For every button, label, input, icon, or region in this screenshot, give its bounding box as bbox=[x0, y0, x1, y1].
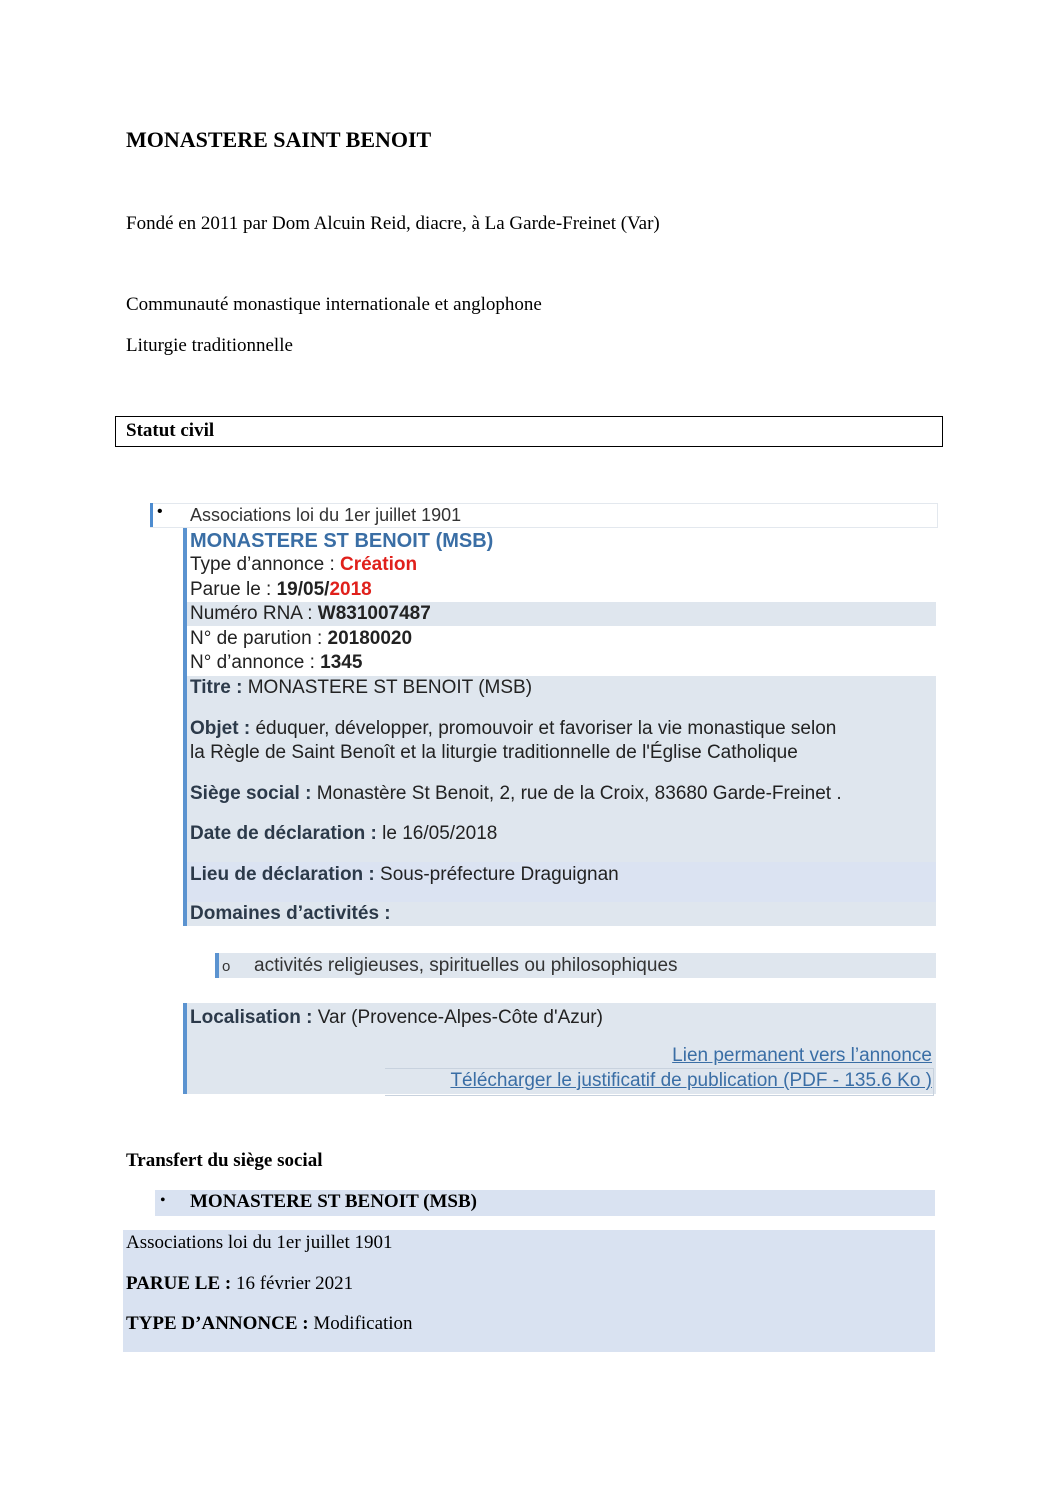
bullet-icon: • bbox=[157, 503, 163, 520]
circle-bullet-icon: o bbox=[222, 958, 231, 975]
transfert-parue-label: PARUE LE : bbox=[126, 1273, 236, 1294]
transfert-parue-row bbox=[126, 1273, 353, 1295]
titre-label: Titre : bbox=[190, 677, 248, 698]
association-name: MONASTERE ST BENOIT (MSB) bbox=[190, 530, 494, 552]
rna-row bbox=[190, 603, 431, 625]
localisation-label: Localisation : bbox=[190, 1007, 318, 1028]
transfert-type-row bbox=[126, 1313, 413, 1335]
titre-value: MONASTERE ST BENOIT (MSB) bbox=[247, 677, 533, 698]
transfert-association-name: MONASTERE ST BENOIT (MSB) bbox=[190, 1191, 478, 1212]
community-text: Communauté monastique internationale et anglophone bbox=[126, 294, 542, 315]
parue-date: 19/05/ bbox=[276, 579, 330, 600]
permalink-link[interactable]: Lien permanent vers l’annonce bbox=[672, 1045, 932, 1066]
siege-label: Siège social : bbox=[190, 783, 317, 804]
titre-row bbox=[190, 677, 532, 699]
siege-row bbox=[190, 783, 842, 805]
lieu-declaration-label: Lieu de déclaration : bbox=[190, 864, 381, 885]
document-title: MONASTERE SAINT BENOIT bbox=[126, 127, 432, 152]
objet-line2: la Règle de Saint Benoît et la liturgie traditionnelle de l'Église Catholique bbox=[190, 742, 798, 763]
transfert-type-label: TYPE D’ANNONCE : bbox=[126, 1313, 314, 1334]
transfert-title: Transfert du siège social bbox=[126, 1150, 323, 1171]
localisation-value: Var (Provence-Alpes-Côte d'Azur) bbox=[317, 1007, 603, 1028]
category-label: Associations loi du 1er juillet 1901 bbox=[190, 505, 462, 525]
domaine-item: activités religieuses, spirituelles ou philosophiques bbox=[254, 955, 678, 976]
bullet-icon: • bbox=[160, 1192, 166, 1209]
liturgy-text: Liturgie traditionnelle bbox=[126, 335, 293, 356]
parution-value: 20180020 bbox=[327, 628, 413, 649]
parue-year: 2018 bbox=[329, 579, 372, 600]
localisation-row bbox=[190, 1007, 603, 1029]
annonce-number-row bbox=[190, 652, 362, 674]
category-accent bbox=[150, 503, 153, 527]
date-declaration-row bbox=[190, 823, 497, 845]
parution-label: N° de parution : bbox=[190, 628, 328, 649]
domaines-row bbox=[190, 903, 391, 925]
lieu-declaration-row bbox=[190, 864, 619, 886]
parution-row bbox=[190, 628, 412, 650]
domaines-label: Domaines d’activités : bbox=[190, 903, 391, 924]
type-annonce-row bbox=[190, 554, 417, 576]
annonce-number-label: N° d’annonce : bbox=[190, 652, 321, 673]
parue-label: Parue le : bbox=[190, 579, 277, 600]
date-declaration-label: Date de déclaration : bbox=[190, 823, 383, 844]
lieu-declaration-value: Sous-préfecture Draguignan bbox=[380, 864, 619, 885]
transfert-parue-value: 16 février 2021 bbox=[235, 1273, 354, 1294]
objet-row bbox=[190, 718, 836, 740]
annonce-number-value: 1345 bbox=[320, 652, 363, 673]
date-declaration-value: le 16/05/2018 bbox=[382, 823, 498, 844]
objet-label: Objet : bbox=[190, 718, 256, 739]
siege-value: Monastère St Benoit, 2, rue de la Croix, 83680 Garde-Freinet . bbox=[316, 783, 842, 804]
transfert-category: Associations loi du 1er juillet 1901 bbox=[126, 1232, 393, 1253]
download-pdf-link[interactable]: Télécharger le justificatif de publication (PDF - 135.6 Ko ) bbox=[450, 1070, 932, 1091]
parue-row bbox=[190, 579, 372, 601]
statut-civil-header bbox=[115, 416, 943, 447]
objet-line1: éduquer, développer, promouvoir et favoriser la vie monastique selon bbox=[255, 718, 837, 739]
transfert-type-value: Modification bbox=[313, 1313, 413, 1334]
rna-value: W831007487 bbox=[317, 603, 431, 624]
statut-civil-label: Statut civil bbox=[126, 420, 215, 441]
type-annonce-value: Création bbox=[340, 554, 418, 575]
founded-text: Fondé en 2011 par Dom Alcuin Reid, diacre, à La Garde-Freinet (Var) bbox=[126, 213, 660, 234]
type-annonce-label: Type d’annonce : bbox=[190, 554, 340, 575]
rna-label: Numéro RNA : bbox=[190, 603, 318, 624]
